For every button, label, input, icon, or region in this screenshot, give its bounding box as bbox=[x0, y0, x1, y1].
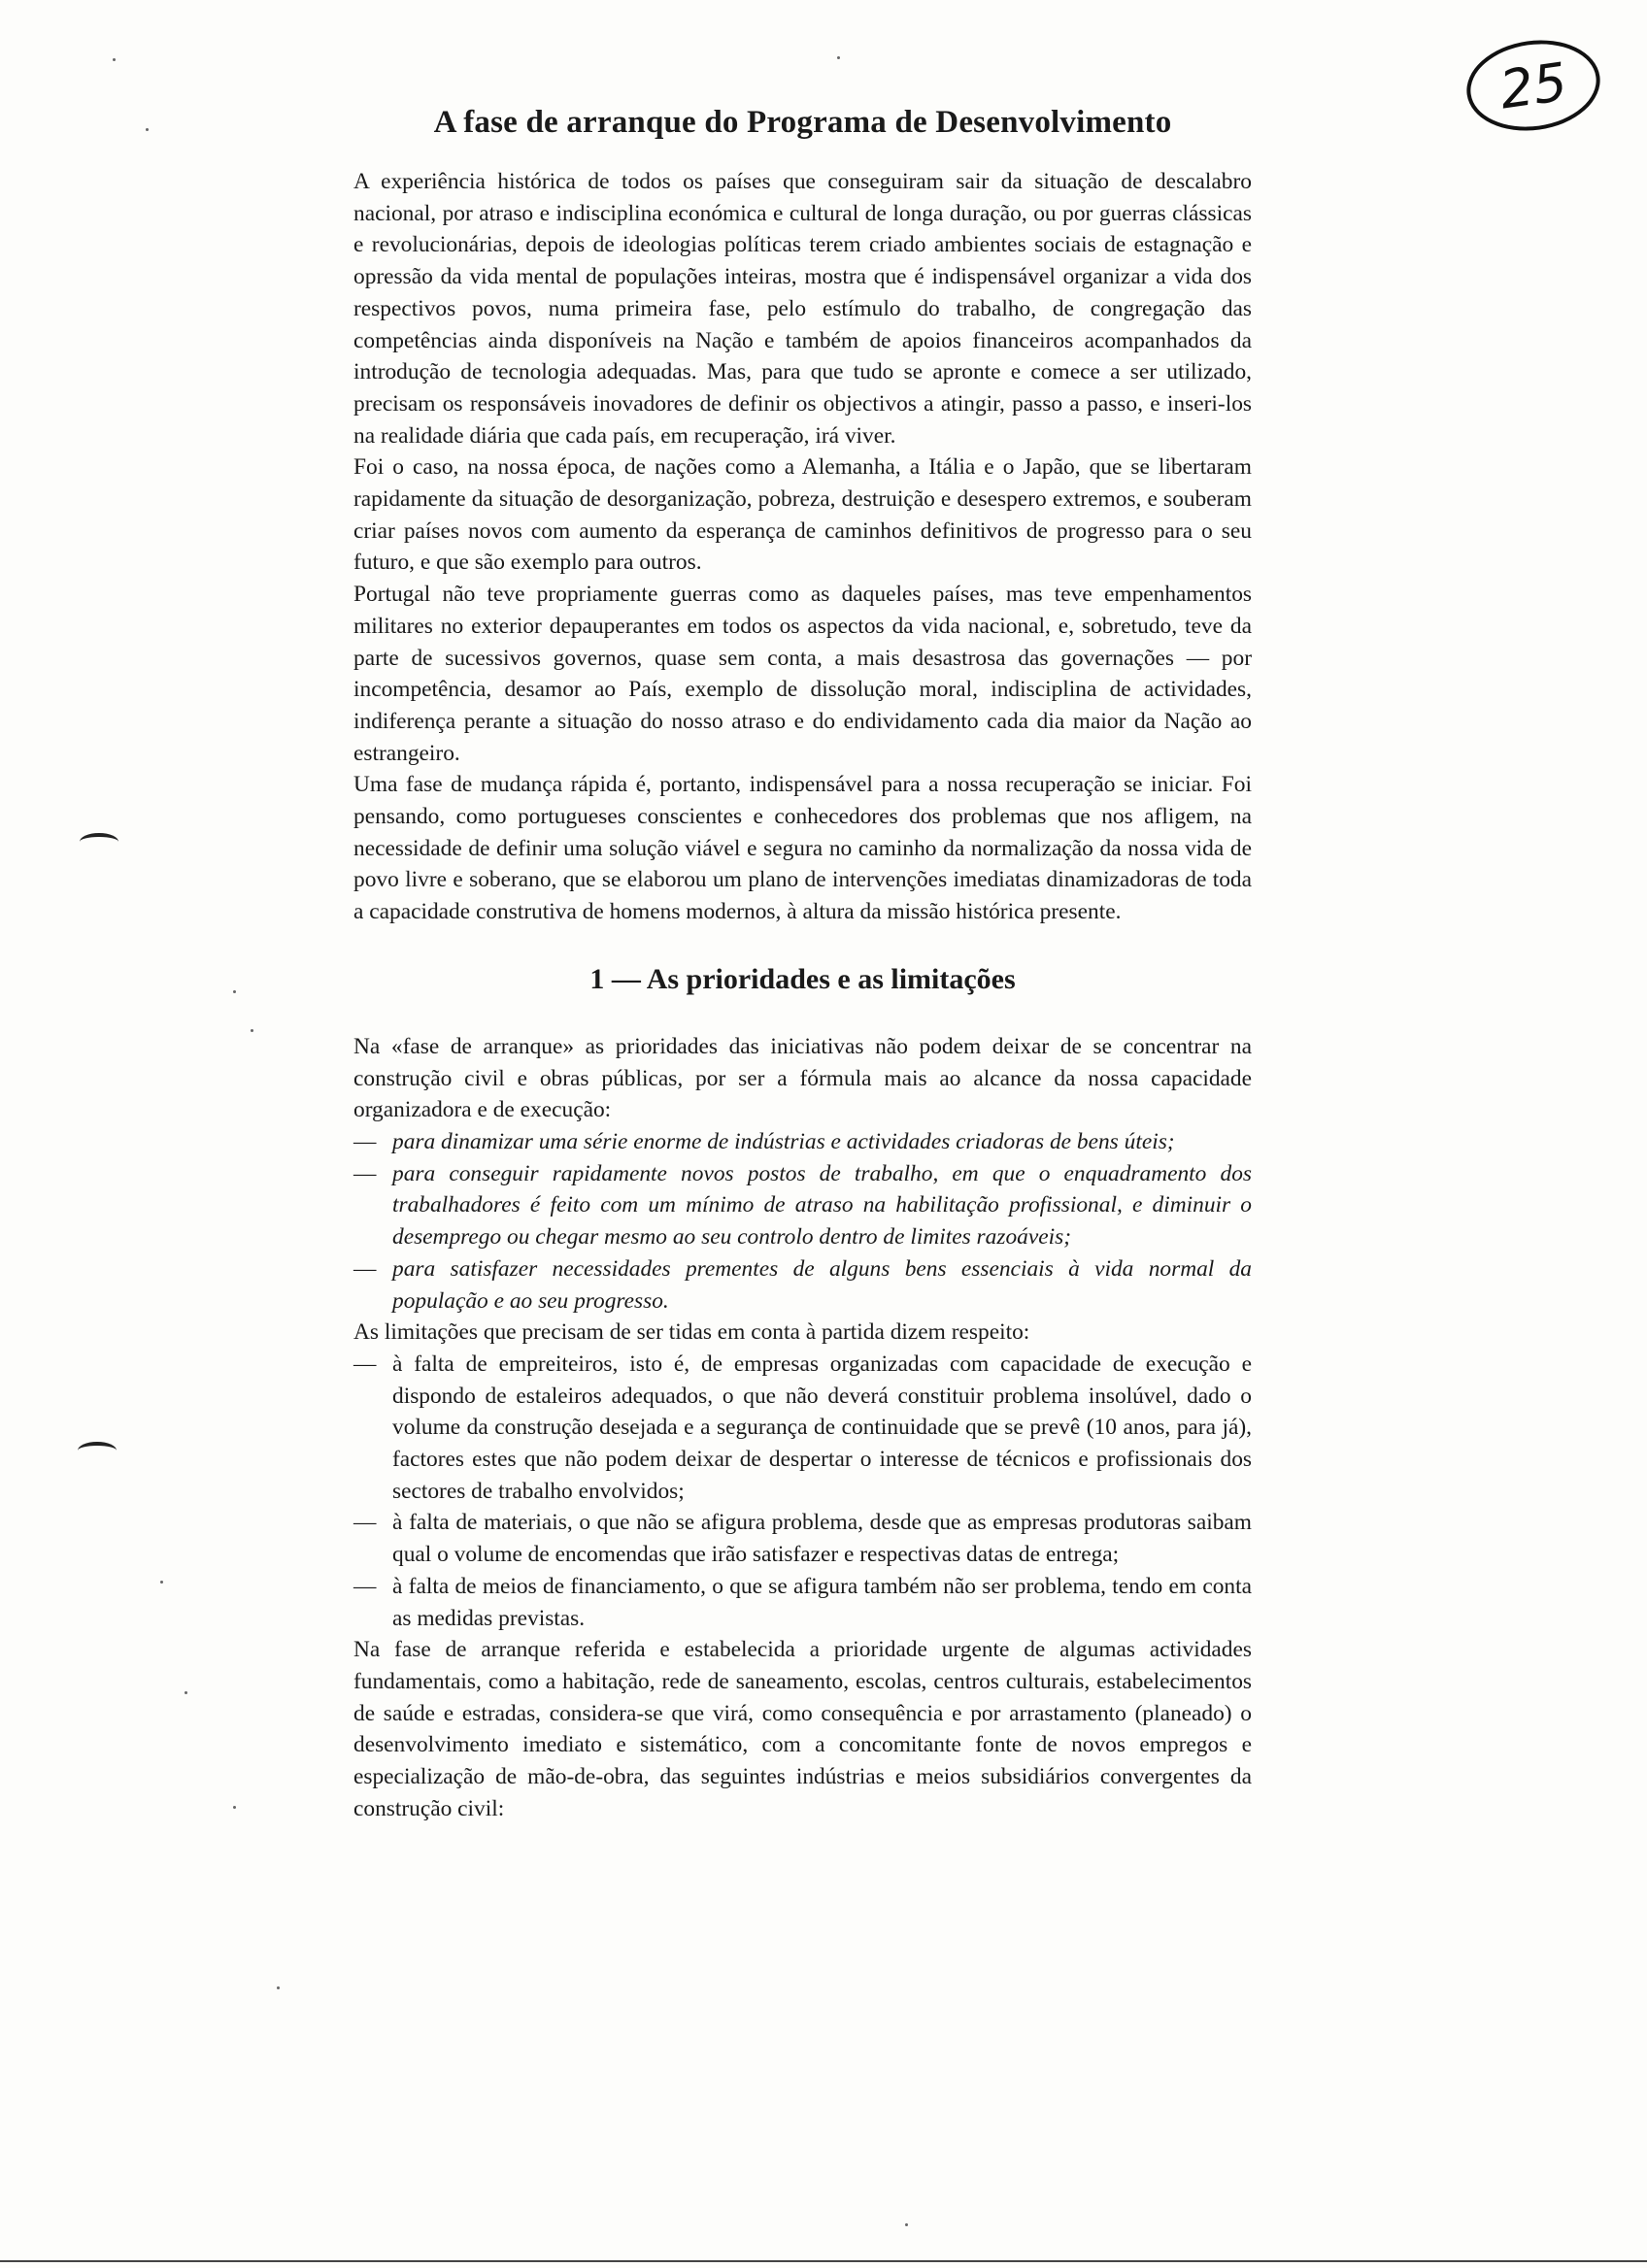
document-title: A fase de arranque do Programa de Desenvolvimento bbox=[433, 105, 1172, 140]
intro-paragraph-4: Uma fase de mudança rápida é, portanto, indispensável para a nossa recuperação se iniciar. Foi pensando, como portugueses conscientes e conhecedores dos problemas que nos afligem, na necessidade de definir uma solução viável e segura no caminho da normalização da nossa vida de povo livre e soberano, que se elaborou um plano de intervenções imediatas dinamizadoras de toda a capacidade construtiva de homens modernos, à altura da missão histórica presente. bbox=[353, 772, 1252, 925]
scan-speck bbox=[251, 1029, 253, 1032]
priority-item: — para satisfazer necessidades prementes de alguns bens essenciais à vida normal da população e ao seu progresso. bbox=[353, 1253, 1252, 1317]
scan-mark bbox=[80, 833, 118, 850]
scan-speck bbox=[185, 1691, 187, 1694]
intro-paragraph-2: Foi o caso, na nossa época, de nações como a Alemanha, a Itália e o Japão, que se libertaram rapidamente da situação de desorganização, pobreza, destruição e desespero extremos, e souberam criar países novos com aumento da esperança de caminhos definitivos de progresso para o seu futuro, e que são exemplo para outros. bbox=[353, 454, 1252, 576]
limitation-item: — à falta de meios de financiamento, o que se afigura também não ser problema, tendo em conta as medidas previstas. bbox=[353, 1571, 1252, 1634]
scan-speck bbox=[160, 1581, 163, 1584]
document-body bbox=[353, 105, 1252, 1824]
scan-speck bbox=[277, 1986, 280, 1989]
scan-speck bbox=[905, 2223, 908, 2226]
limitations-intro: As limitações que precisam de ser tidas em conta à partida dizem respeito: bbox=[353, 1319, 1030, 1346]
scan-speck bbox=[233, 990, 236, 993]
section-heading: 1 — As prioridades e as limitações bbox=[589, 962, 1016, 995]
limitation-item: — à falta de materiais, o que não se afigura problema, desde que as empresas produtoras saibam qual o volume de encomendas que irão satisfazer e respectivas datas de entrega; bbox=[353, 1507, 1252, 1570]
limitation-item: — à falta de empreiteiros, isto é, de empresas organizadas com capacidade de execução e dispondo de estaleiros adequados, o que não deverá constituir problema insolúvel, dado o volume da construção desejada e a segurança de continuidade que se prevê (10 anos, para já), factores estes que não podem deixar de despertar o interesse de técnicos e profissionais dos sectores de trabalho envolvidos; bbox=[353, 1349, 1252, 1508]
page-number-stamp bbox=[1461, 32, 1605, 139]
scan-bottom-edge bbox=[0, 2260, 1647, 2262]
scan-speck bbox=[837, 56, 840, 59]
closing-paragraph: Na fase de arranque referida e estabelecida a prioridade urgente de algumas actividades fundamentais, como a habitação, rede de saneamento, escolas, centros culturais, estabelecimentos de saúde e estradas, considera-se que virá, como consequência e por arrastamento (planeado) o desenvolvimento imediato e sistemático, com a concomitante fonte de novos empregos e especialização de mão-de-obra, das seguintes indústrias e meios subsidiários convergentes da construção civil: bbox=[353, 1637, 1252, 1821]
limitations-list bbox=[353, 1349, 1252, 1634]
priorities-intro: Na «fase de arranque» as prioridades das iniciativas não podem deixar de se concentrar na construção civil e obras públicas, por ser a fórmula mais ao alcance da nossa capacidade organizadora e de execução: bbox=[353, 1033, 1252, 1123]
scan-speck bbox=[113, 58, 116, 61]
intro-paragraph-3: Portugal não teve propriamente guerras como as daqueles países, mas teve empenhamentos militares no exterior depauperantes em todos os aspectos da vida nacional, e, sobretudo, teve da parte de sucessivos governos, quase sem conta, a mais desastrosa das governações — por incompetência, desamor ao País, exemplo de dissolução moral, indisciplina de actividades, indiferença perante a situação do nosso atraso e do endividamento cada dia maior da Nação ao estrangeiro. bbox=[353, 582, 1252, 766]
scan-mark bbox=[78, 1442, 117, 1459]
priorities-list bbox=[353, 1126, 1252, 1317]
priority-item: — para conseguir rapidamente novos postos de trabalho, em que o enquadramento dos trabalhadores é feito com um mínimo de atraso na habilitação profissional, e diminuir o desemprego ou chegar mesmo ao seu controlo dentro de limites razoáveis; bbox=[353, 1158, 1252, 1253]
priority-item: — para dinamizar uma série enorme de indústrias e actividades criadoras de bens úteis; bbox=[353, 1126, 1252, 1158]
scan-speck bbox=[233, 1806, 236, 1809]
scan-speck bbox=[146, 128, 149, 131]
page-number-text: 25 bbox=[1496, 50, 1571, 120]
intro-paragraph-1: A experiência histórica de todos os países que conseguiram sair da situação de descalabro nacional, por atraso e indisciplina económica e cultural de longa duração, ou por guerras clássicas e revolucionárias, depois de ideologias políticas terem criado ambientes sociais de estagnação e opressão da vida mental de populações inteiras, mostra que é indispensável organizar a vida dos respectivos povos, numa primeira fase, pelo estímulo do trabalho, de congregação das competências ainda disponíveis na Nação e também de apoios financeiros acompanhados da introdução de tecnologia adequadas. Mas, para que tudo se apronte e comece a ser utilizado, precisam os responsáveis inovadores de definir os objectivos a atingir, passo a passo, e inseri-los na realidade diária que cada país, em recuperação, irá viver. bbox=[353, 169, 1252, 449]
